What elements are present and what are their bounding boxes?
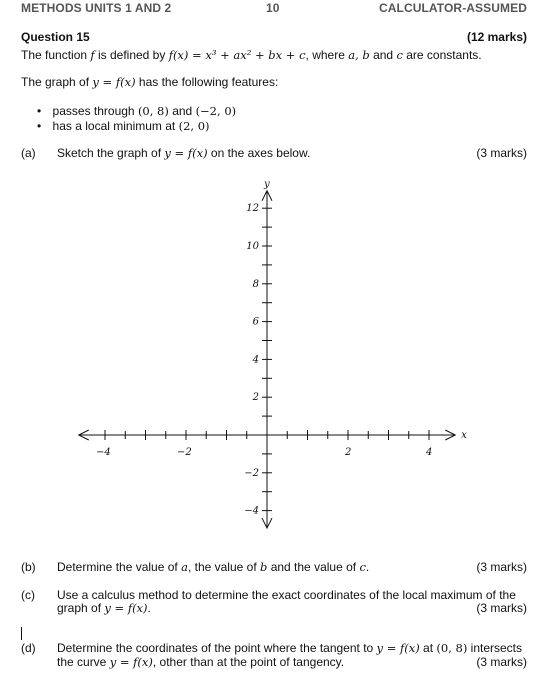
y-tick-label: 4 (252, 354, 259, 366)
part-c-text-line1: Use a calculus method to determine the exact coordinates of the local maximum of the (57, 588, 516, 602)
part-c-marks: (3 marks) (476, 601, 527, 615)
y-tick-label: 8 (252, 278, 259, 290)
x-tick-label: 2 (345, 447, 352, 458)
part-a-text: Sketch the graph of y = f(x) on the axes below. (57, 146, 311, 160)
y-tick-label: 2 (252, 392, 259, 404)
part-a-marks: (3 marks) (476, 146, 527, 160)
y-tick-label: 6 (252, 316, 259, 328)
part-c-label: (c) (21, 588, 35, 602)
axes-layer (79, 191, 456, 528)
y-tick-labels (244, 203, 259, 516)
part-b-text: Determine the value of a, the value of b and the value of c. (57, 560, 370, 574)
y-tick-label: 12 (246, 203, 259, 215)
x-tick-label: 4 (426, 447, 433, 458)
feature-bullet: • has a local minimum at (2, 0) (37, 119, 210, 133)
features-intro: The graph of y = f(x) has the following features: (21, 75, 279, 89)
x-tick-label: −4 (96, 447, 111, 458)
question-intro: The function f is defined by f(x) = x³ + ax² + bx + c, where a, b and c are constants. (21, 48, 482, 62)
y-tick-label: −2 (244, 467, 259, 479)
y-tick-label: −4 (244, 505, 259, 517)
x-tick-label: −2 (177, 447, 192, 458)
text-cursor (21, 627, 22, 640)
part-d-marks: (3 marks) (476, 655, 527, 669)
part-d-text-line1: Determine the coordinates of the point where the tangent to y = f(x) at (0, 8) intersects (57, 641, 523, 655)
part-d-label: (d) (21, 641, 36, 655)
x-tick-labels (96, 447, 432, 458)
part-a-label: (a) (21, 146, 36, 160)
feature-bullet: • passes through (0, 8) and (−2, 0) (37, 104, 237, 118)
page-number: 10 (266, 1, 280, 15)
question-title: Question 15 (21, 30, 90, 44)
question-marks: (12 marks) (466, 30, 527, 44)
part-c-text-line2: graph of y = f(x). (57, 601, 151, 615)
header-right: CALCULATOR-ASSUMED (378, 1, 527, 15)
bullet-dot: • (37, 104, 42, 118)
part-b-label: (b) (21, 560, 36, 574)
y-tick-label: 10 (246, 241, 259, 252)
bullet-dot: • (37, 119, 42, 133)
header-left: METHODS UNITS 1 AND 2 (21, 1, 172, 15)
y-axis-label: y (264, 178, 270, 190)
x-axis-label: x (461, 430, 467, 441)
part-d-text-line2: the curve y = f(x), other than at the point of tangency. (57, 655, 345, 669)
part-b-marks: (3 marks) (476, 560, 527, 574)
